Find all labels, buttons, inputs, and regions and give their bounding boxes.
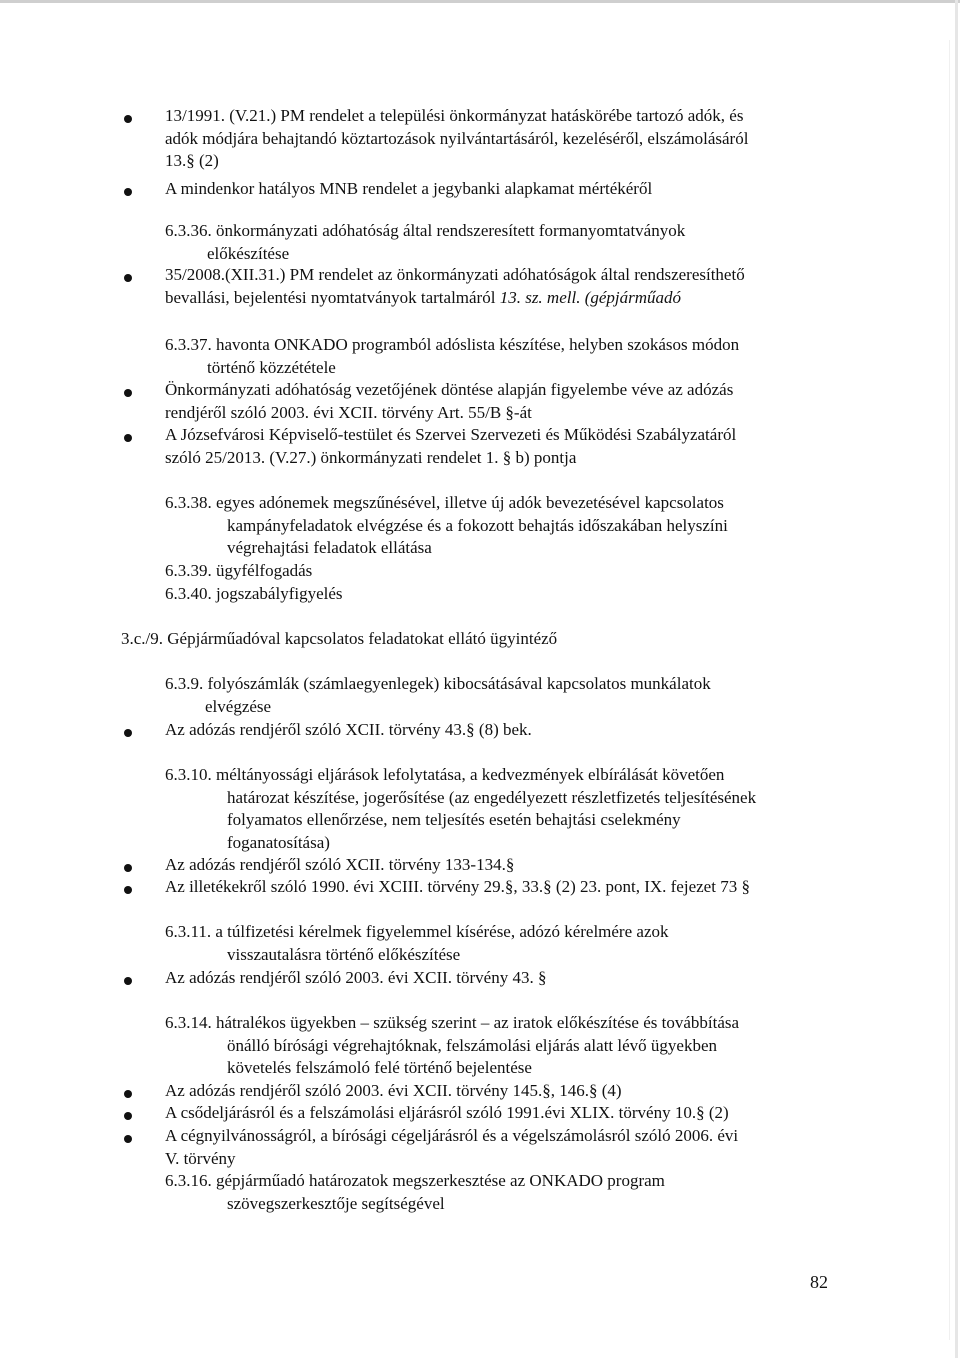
task-item: 6.3.10. méltányossági eljárások lefolytatása, a kedvezmények elbírálását követően határozat készítése, jogerősítése (az engedélyezett részletfizetés teljesítésének folyamatos ellenőrzése, nem teljesítés esetén behajtási cselekmény foganatosítása) — [165, 765, 757, 852]
bullet-icon — [124, 886, 132, 894]
bullet-icon — [124, 115, 132, 123]
scan-edge-right — [955, 0, 958, 1358]
scan-edge-top — [0, 0, 960, 3]
bullet-icon — [124, 1112, 132, 1120]
task-item: 6.3.37. havonta ONKADO programból adóslista készítése, helyben szokásos módon történő közzététele — [165, 335, 740, 377]
list-item: Önkormányzati adóhatóság vezetőjének döntése alapján figyelembe véve az adózás rendjéről szóló 2003. évi XCII. törvény Art. 55/B §-át — [165, 380, 734, 422]
page-number: 82 — [810, 1272, 828, 1292]
task-item: 6.3.36. önkormányzati adóhatóság által rendszeresített formanyomtatványok előkészítése — [165, 221, 686, 263]
bullet-icon — [124, 274, 132, 282]
bullet-icon — [124, 729, 132, 737]
bullet-icon — [124, 434, 132, 442]
list-item: Az adózás rendjéről szóló 2003. évi XCII. törvény 145.§, 146.§ (4) — [165, 1081, 622, 1100]
list-item: Az adózás rendjéről szóló 2003. évi XCII. törvény 43. § — [165, 968, 547, 987]
bullet-icon — [124, 188, 132, 196]
list-item: A Józsefvárosi Képviselő-testület és Szervei Szervezeti és Működési Szabályzatáról szóló 25/2013. (V.27.) önkormányzati rendelet 1. § b) pontja — [165, 425, 737, 467]
list-item: Az illetékekről szóló 1990. évi XCIII. törvény 29.§, 33.§ (2) 23. pont, IX. fejezet 73 § — [165, 877, 750, 896]
task-item: 6.3.14. hátralékos ügyekben – szükség szerint – az iratok előkészítése és továbbítása önálló bírósági végrehajtóknak, felszámolási eljárás alatt lévő ügyekben követelés felszámoló felé történő bejelentése — [165, 1013, 740, 1077]
bullet-icon — [124, 977, 132, 985]
task-item: 6.3.9. folyószámlák (számlaegyenlegek) kibocsátásával kapcsolatos munkálatok elvégzése — [165, 674, 711, 716]
task-item: 6.3.16. gépjárműadó határozatok megszerkesztése az ONKADO program szövegszerkesztője segítségével — [165, 1171, 665, 1213]
bullet-icon — [124, 864, 132, 872]
task-item: 6.3.38. egyes adónemek megszűnésével, illetve új adók bevezetésével kapcsolatos kampányfeladatok elvégzése és a fokozott behajtás időszakában helyszíni végrehajtási feladatok ellátása — [165, 493, 728, 557]
list-item: 35/2008.(XII.31.) PM rendelet az önkormányzati adóhatóságok által rendszeresíthető bevallási, bejelentési nyomtatványok tartalmáról 13. sz. mell. (gépjárműadó — [165, 265, 745, 307]
section-heading: 3.c./9. Gépjárműadóval kapcsolatos feladatokat ellátó ügyintéző — [121, 629, 558, 648]
list-item: 13/1991. (V.21.) PM rendelet a települési önkormányzat hatáskörébe tartozó adók, és adók módjára behajtandó köztartozások nyilvántartásáról, kezeléséről, elszámolásáról 13.§ (2) — [165, 106, 749, 170]
bullet-icon — [124, 389, 132, 397]
list-item: Az adózás rendjéről szóló XCII. törvény 43.§ (8) bek. — [165, 720, 532, 739]
list-item: A cégnyilvánosságról, a bírósági cégeljárásról és a végelszámolásról szóló 2006. évi V. törvény — [165, 1126, 739, 1168]
list-item: A csődeljárásról és a felszámolási eljárásról szóló 1991.évi XLIX. törvény 10.§ (2) — [165, 1103, 729, 1122]
list-item: A mindenkor hatályos MNB rendelet a jegybanki alapkamat mértékéről — [165, 179, 653, 198]
task-item: 6.3.39. ügyfélfogadás 6.3.40. jogszabályfigyelés — [165, 561, 343, 603]
list-item: Az adózás rendjéről szóló XCII. törvény 133-134.§ — [165, 855, 515, 874]
task-item: 6.3.11. a túlfizetési kérelmek figyelemmel kísérése, adózó kérelmére azok visszautalásra történő előkészítése — [165, 922, 669, 964]
bullet-icon — [124, 1135, 132, 1143]
scan-edge-line — [949, 40, 950, 1340]
bullet-icon — [124, 1090, 132, 1098]
